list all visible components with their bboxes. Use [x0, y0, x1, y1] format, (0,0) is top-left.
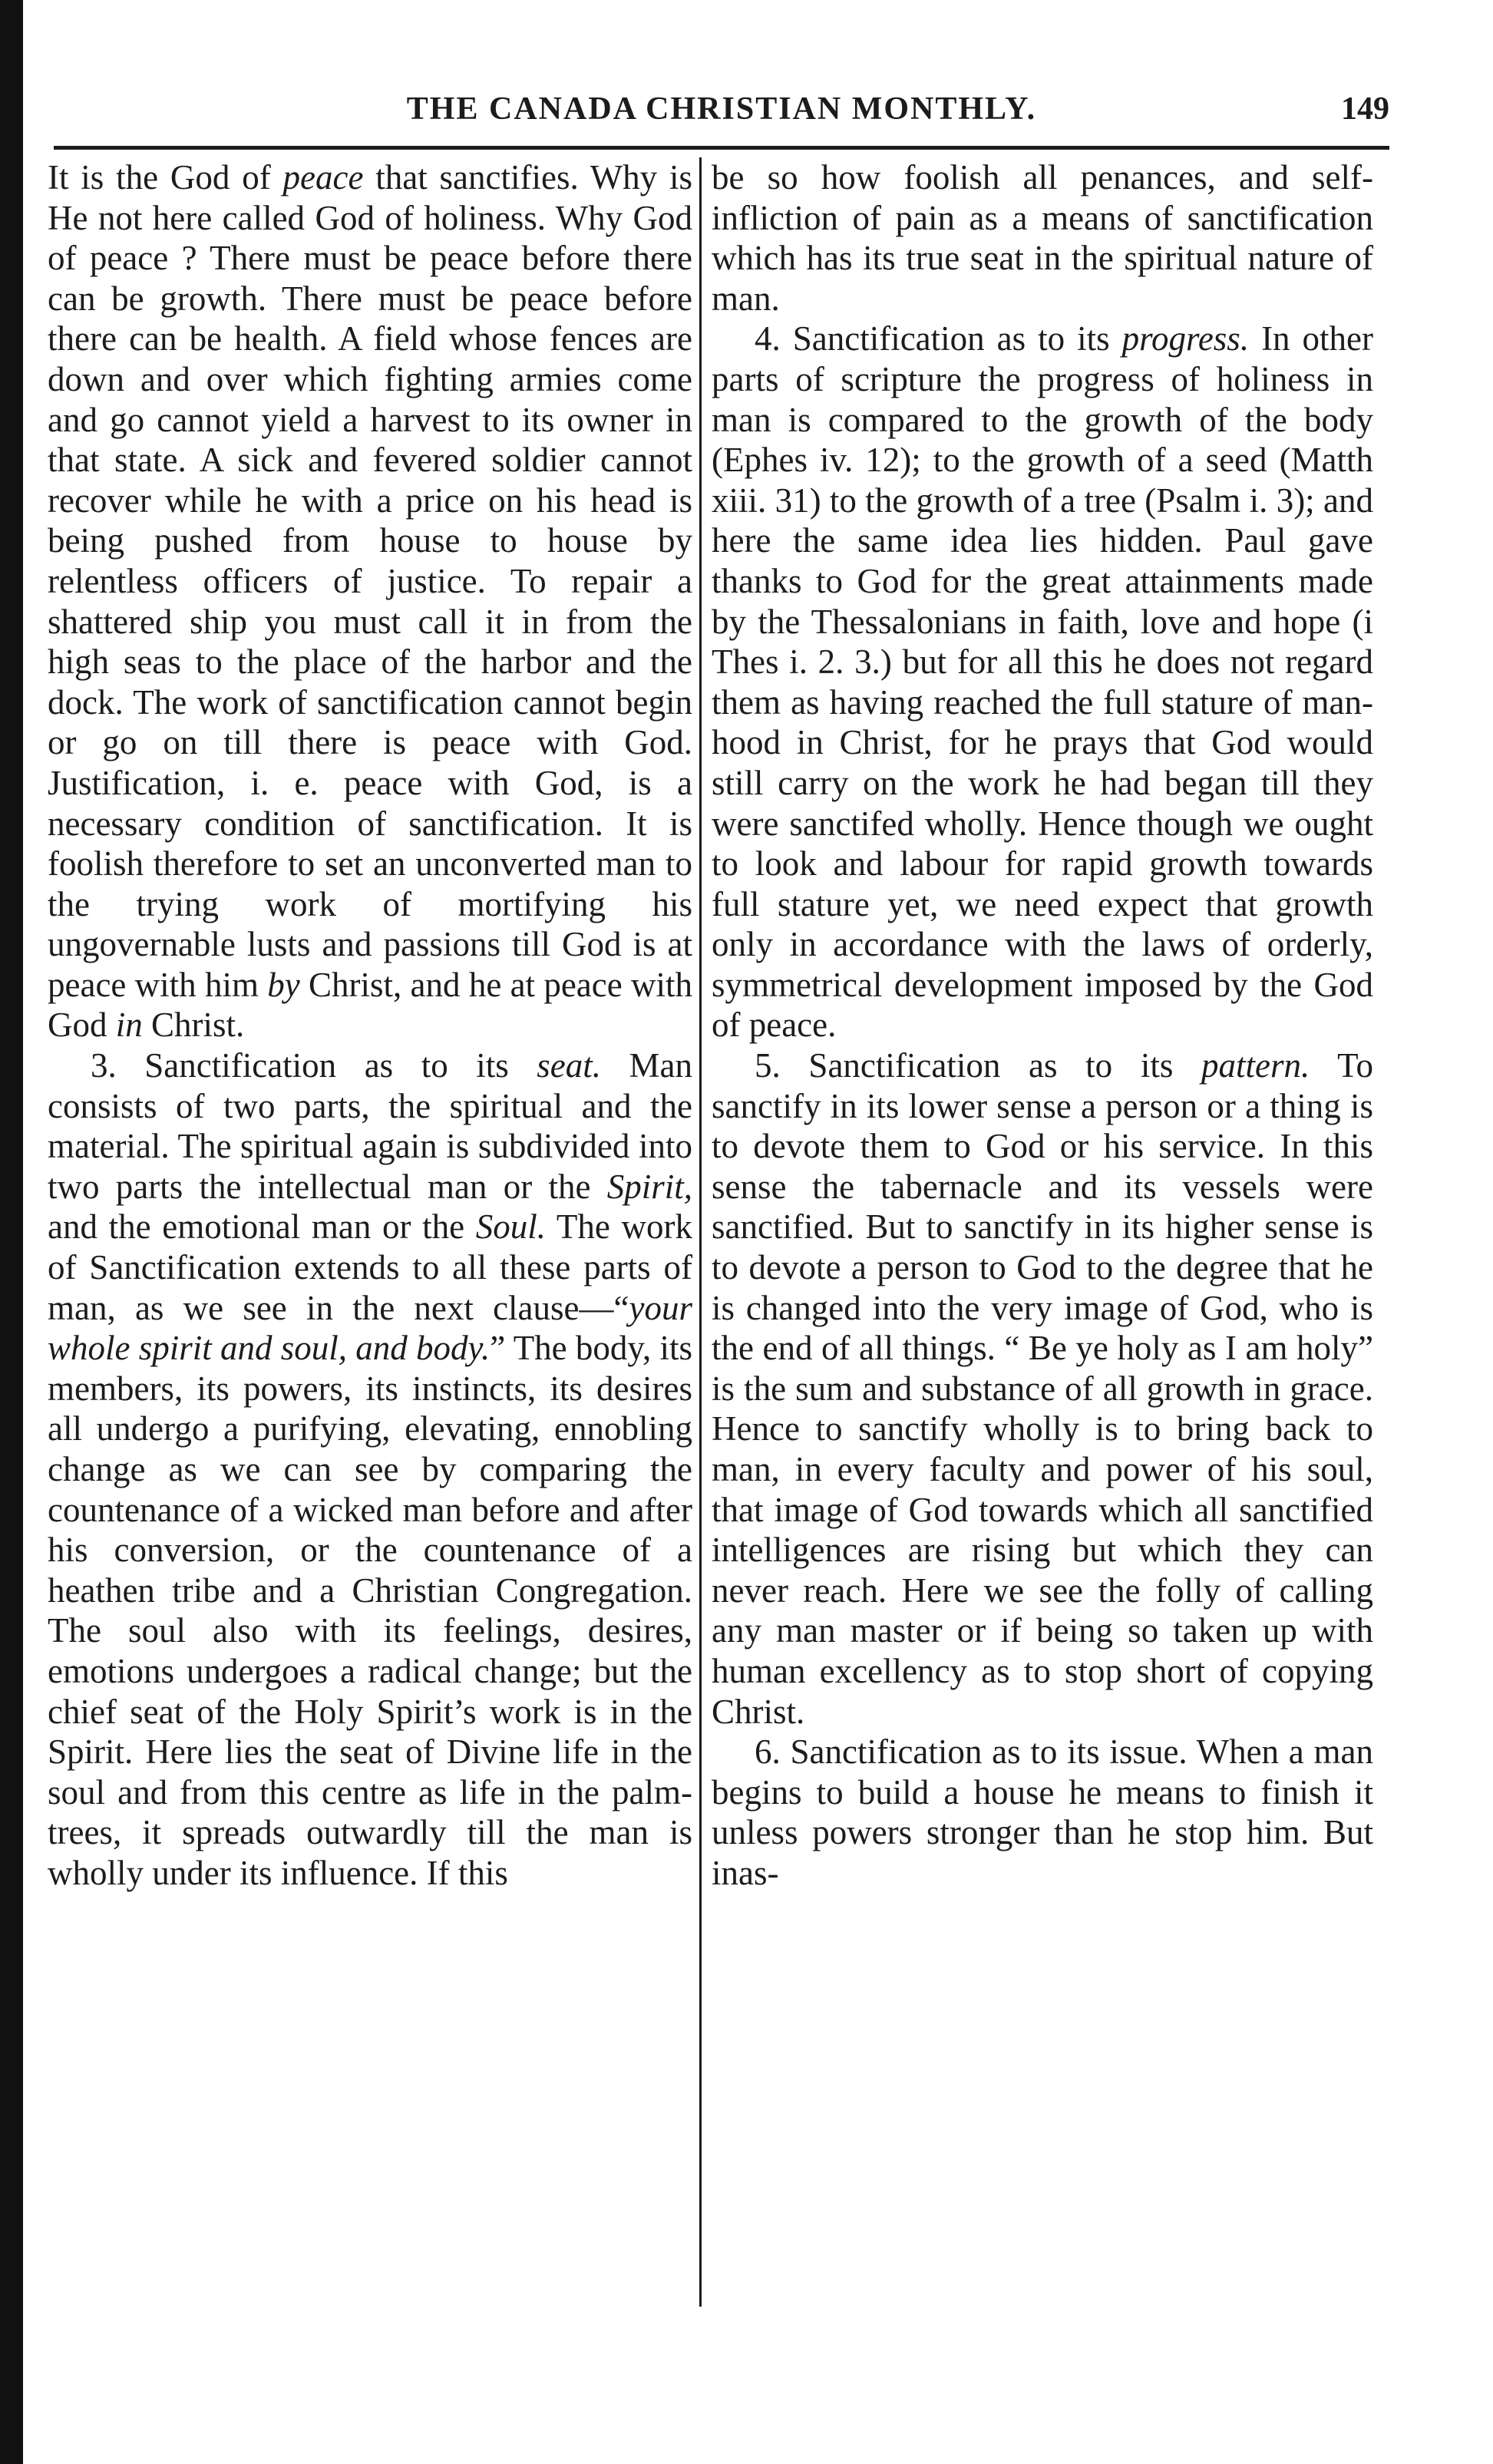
- paragraph-seat: [48, 1045, 692, 1893]
- italic-run: Soul.: [475, 1207, 547, 1247]
- text-run: In other parts of scripture the progress of holiness in man is compared to the growth of the body (Ephes iv. 12); to the growth of a seed (Matth xiii. 31) to the growth of a tree (Psalm i. 3); and here the same idea lies hidden. Paul gave thanks to God for the great attainments made by the Thessalonians in faith, love and hope (i Thes i. 2. 3.) but for all this he does not regard them as having reached the full stature of man-hood in Christ, for he prays that God would still carry on the work he had began till they were sanctifed wholly. Hence though we ought to look and labour for rapid growth towards full stature yet, we need expect that growth only in accordance with the laws of orderly, symmetrical development imposed by the God of peace.: [712, 319, 1373, 1045]
- text-run: It is the God of: [48, 158, 283, 197]
- running-title: THE CANADA CHRISTIAN MONTHLY.: [406, 91, 1037, 127]
- text-run: 3. Sanctification as to its: [91, 1046, 537, 1085]
- paragraph-continuation: [712, 157, 1373, 319]
- italic-run: peace: [282, 158, 364, 197]
- italic-run: in: [115, 1006, 143, 1045]
- text-run: 4. Sanctification as to its: [755, 319, 1122, 358]
- text-run: The work of Sanctification extends to all these parts of man, as we see in the next clause—“: [48, 1207, 692, 1327]
- paragraph-pattern: [712, 1045, 1373, 1732]
- text-run: and the emotional man or the: [48, 1207, 476, 1247]
- page-header: [54, 91, 1389, 144]
- page-binding-edge: [0, 0, 23, 2464]
- italic-run: progress.: [1121, 319, 1250, 358]
- italic-run: by: [267, 965, 300, 1004]
- italic-run: pattern.: [1201, 1046, 1310, 1085]
- text-run: that sanctifies. Why is He not here called God of holiness. Why God of peace ? There must be peace before there can be growth. There must be peace before there can be health. A field whose fences are down and over which fighting armies come and go cannot yield a harvest to its owner in that state. A sick and fevered soldier cannot recover while he with a price on his head is being pushed from house to house by relentless officers of justice. To repair a shattered ship you must call it in from the high seas to the place of the harbor and the dock. The work of sanctification cannot begin or go on till there is peace with God. Justification, i. e. peace with God, is a necessary condition of sanctification. It is foolish therefore to set an unconverted man to the trying work of mortifying his ungovernable lusts and passions till God is at peace with him: [48, 158, 692, 1004]
- text-run: Christ, and he at peace with God: [48, 965, 692, 1045]
- paragraph-progress: [712, 319, 1373, 1045]
- text-run: Man consists of two parts, the spiritual and the material. The spiritual again is subdivided into two parts the intellectual man or the: [48, 1046, 692, 1206]
- text-run: Christ.: [142, 1006, 245, 1045]
- text-run: be so how foolish all penances, and self-infliction of pain as a means of sanctification which has its true seat in the spiritual nature of man.: [712, 158, 1373, 318]
- paragraph-issue: [712, 1732, 1373, 1893]
- text-run: 5. Sanctification as to its: [755, 1046, 1202, 1085]
- text-run: To sanctify in its lower sense a person or a thing is to devote them to God or his service. In this sense the tabernacle and its vessels were sanctified. But to sanctify in its higher sense is to devote a person to God to the degree that he is changed into the very image of God, who is the end of all things. “ Be ye holy as I am holy” is the sum and substance of all growth in grace. Hence to sanctify wholly is to bring back to man, in every faculty and power of his soul, that image of God towards which all sanctified intelligences are rising but which they can never reach. Here we see the folly of calling any man master or if being so taken up with human excellency as to stop short of copying Christ.: [712, 1046, 1373, 1731]
- right-column: [712, 157, 1373, 2330]
- page-number: 149: [1341, 91, 1389, 127]
- italic-run: seat.: [537, 1046, 601, 1085]
- column-divider: [699, 157, 702, 2307]
- italic-run: Spirit,: [606, 1167, 692, 1206]
- paragraph-peace: [48, 157, 692, 1045]
- header-rule: [54, 146, 1389, 150]
- left-column: [48, 157, 692, 2330]
- text-run: ” The body, its members, its powers, its instincts, its desires all undergo a purifying, elevating, ennobling change as we can see by comparing the countenance of a wicked man before and after his conversion, or the countenance of a heathen tribe and a Christian Congregation. The soul also with its feelings, desires, emotions undergoes a radical change; but the chief seat of the Holy Spirit’s work is in the Spirit. Here lies the seat of Divine life in the soul and from this centre as life in the palm-trees, it spreads outwardly till the man is wholly under its influence. If this: [48, 1329, 692, 1892]
- text-run: 6. Sanctification as to its issue. When a man begins to build a house he means to finish it unless powers stronger than he stop him. But inas-: [712, 1732, 1373, 1892]
- italic-run: your whole spirit and soul, and body.: [48, 1288, 692, 1368]
